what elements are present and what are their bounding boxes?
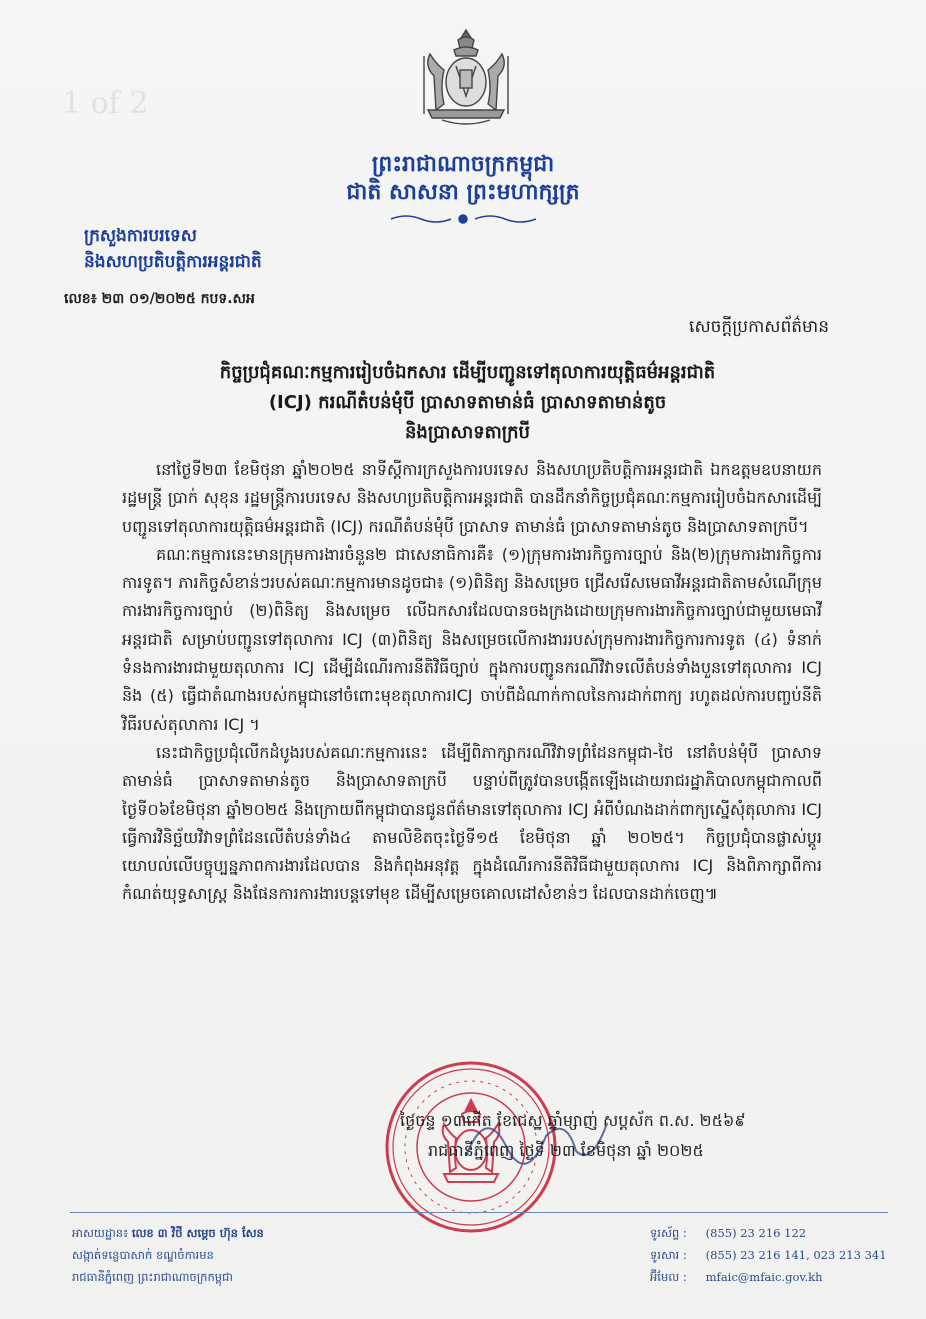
reference-number: លេខ៖ ២៣ ០១/២០២៥ កបទ.សអ xyxy=(64,291,255,307)
address-line3: រាជធានីភ្នំពេញ ព្រះរាជាណាចក្រកម្ពុជា xyxy=(72,1270,233,1284)
address-row-1 xyxy=(72,1222,264,1244)
address-line2: សង្កាត់ទន្លេបាសាក់ ខណ្ឌចំការមន xyxy=(72,1248,214,1262)
address-line1: លេខ ៣ វិថី សម្តេច ហ៊ុន សែន xyxy=(131,1226,264,1240)
body-paragraph-3: នេះជាកិច្ចប្រជុំលើកដំបូងរបស់គណៈកម្មការនេះ ដើម្បីពិភាក្សាករណីវិវាទព្រំដែនកម្ពុជា-ថៃ នៅតំបន់មុំបី ប្រាសាទតាមាន់ធំ ប្រាសាទតាមាន់តូច និងប្រាសាទតាក្របី បន្ទាប់ពីត្រូវបានបង្កើតឡើងដោយរាជរដ្ឋាភិបាលកម្ពុជាកាលពីថ្ងៃទី០៦ខែមិថុនា ឆ្នាំ២០២៥ និងក្រោយពីកម្ពុជាបានជូនព័ត៌មានទៅតុលាការ ICJ អំពីបំណងដាក់ពាក្យស្នើសុំតុលាការ ICJ ធ្វើការវិនិច្ឆ័យវិវាទព្រំដែនលើតំបន់ទាំង៤ តាមលិខិតចុះថ្ងៃទី១៥ ខែមិថុនា ឆ្នាំ ២០២៥។ កិច្ចប្រជុំបានផ្លាស់ប្ដូរយោបល់លើបច្ចុប្បន្នភាពការងារដែលបាន និងកំពុងអនុវត្ត ក្នុងដំណើរការនីតិវិធីជាមួយតុលាការ ICJ និងពិភាក្សាពីការកំណត់យុទ្ធសាស្ត្រ និងផែនការការងារបន្តទៅមុខ ដើម្បីសម្រេចគោលដៅសំខាន់ៗ ដែលបានដាក់ចេញ៕ xyxy=(122,742,822,904)
footer-address xyxy=(72,1222,264,1288)
title-line1: កិច្ចប្រជុំគណៈកម្មការរៀបចំឯកសារ ដើម្បីបញ្ជូនទៅតុលាការយុត្តិធម៌អន្តរជាតិ xyxy=(219,362,716,383)
email-label: អ៊ីមែល : xyxy=(650,1270,687,1284)
ministry-name-line1: ក្រសួងការបរទេស xyxy=(84,226,197,246)
title-line3: និងប្រាសាទតាក្របី xyxy=(405,422,530,443)
phone-label: ទូរស័ព្ទ : xyxy=(650,1226,687,1240)
royal-emblem-icon xyxy=(414,26,518,132)
fax-label: ទូរសារ : xyxy=(650,1248,687,1262)
document-type: សេចក្ដីប្រកាសព័ត៌មាន xyxy=(689,317,829,337)
kingdom-title: ព្រះរាជាណាចក្រកម្ពុជា xyxy=(371,152,555,177)
address-label: អាសយដ្ឋាន៖ xyxy=(72,1226,129,1240)
document-title xyxy=(90,358,845,448)
phone-number: (855) 23 216 122 xyxy=(705,1226,807,1240)
footer-divider xyxy=(70,1212,888,1213)
faint-page-label: 1 of 2 xyxy=(62,86,149,121)
email-address[interactable]: mfaic@mfaic.gov.kh xyxy=(705,1270,823,1284)
divider-ornament-icon xyxy=(386,212,541,226)
footer-contacts xyxy=(650,1222,887,1288)
phone-row xyxy=(650,1222,887,1244)
body-paragraph-1: នៅថ្ងៃទី២៣ ខែមិថុនា ឆ្នាំ២០២៥ នាទីស្ដីការក្រសួងការបរទេស និងសហប្រតិបត្តិការអន្តរជាតិ ឯកឧត្ដមឧបនាយករដ្ឋមន្ត្រី ប្រាក់ សុខុន រដ្ឋមន្ត្រីការបរទេស និងសហប្រតិបត្តិការអន្តរជាតិ បានដឹកនាំកិច្ចប្រជុំគណៈកម្មការរៀបចំឯកសារដើម្បីបញ្ជូនទៅតុលាការយុត្តិធម៌អន្តរជាតិ (ICJ) ករណីតំបន់មុំបី ប្រាសាទ តាមាន់ធំ ប្រាសាទតាមាន់តូច និងប្រាសាទតាក្របី។ xyxy=(122,460,822,536)
body-paragraph-2: គណៈកម្មការនេះមានក្រុមការងារចំនួន២ ជាសេនាធិការគឺ៖ (១)ក្រុមការងារកិច្ចការច្បាប់ និង(២)ក្រុមការងារកិច្ចការការទូត។ ភារកិច្ចសំខាន់ៗរបស់គណៈកម្មការមានដូចជា៖ (១)ពិនិត្យ និងសម្រេច ជ្រើសរើសមេធាវីអន្តរជាតិតាមសំណើក្រុមការងារកិច្ចការច្បាប់ (២)ពិនិត្យ និងសម្រេច លើឯកសារដែលបានចងក្រងដោយក្រុមការងារកិច្ចការច្បាប់ជាមួយមេធាវីអន្តរជាតិ សម្រាប់បញ្ជូនទៅតុលាការ ICJ (៣)ពិនិត្យ និងសម្រេចលើការងាររបស់ក្រុមការងារកិច្ចការការទូត (៤) ទំនាក់ទំនងការងារជាមួយតុលាការ ICJ ដើម្បីដំណើរការនីតិវិធីច្បាប់ ក្នុងការបញ្ជូនករណីវិវាទលើតំបន់ទាំងបួនទៅតុលាការ ICJ និង (៥) ធ្វើជាតំណាងរបស់កម្ពុជានៅចំពោះមុខតុលាការICJ ចាប់ពីដំណាក់កាលនៃការដាក់ពាក្យ រហូតដល់ការបញ្ចប់នីតិវិធីរបស់តុលាការ ICJ ។ xyxy=(122,544,822,734)
ministry-name-line2: និងសហប្រតិបត្តិការអន្តរជាតិ xyxy=(84,252,262,272)
national-motto: ជាតិ សាសនា ព្រះមហាក្សត្រ xyxy=(346,180,580,205)
body-text xyxy=(122,456,822,909)
date-block xyxy=(400,1106,860,1166)
email-row xyxy=(650,1266,887,1288)
lunar-date: ថ្ងៃចន្ទ ១៣កើត ខែជេស្ឋ ឆ្នាំម្សាញ់ សប្តស័ក ព.ស. ២៥៦៩ xyxy=(400,1111,746,1130)
title-line2: (ICJ) ករណីតំបន់មុំបី ប្រាសាទតាមាន់ធំ ប្រាសាទតាមាន់តូច xyxy=(268,392,667,413)
solar-date: រាជធានីភ្នំពេញ ថ្ងៃទី ២៣ ខែមិថុនា ឆ្នាំ ២០២៥ xyxy=(428,1141,704,1160)
fax-number: (855) 23 216 141, 023 213 341 xyxy=(705,1248,887,1262)
fax-row xyxy=(650,1244,887,1266)
